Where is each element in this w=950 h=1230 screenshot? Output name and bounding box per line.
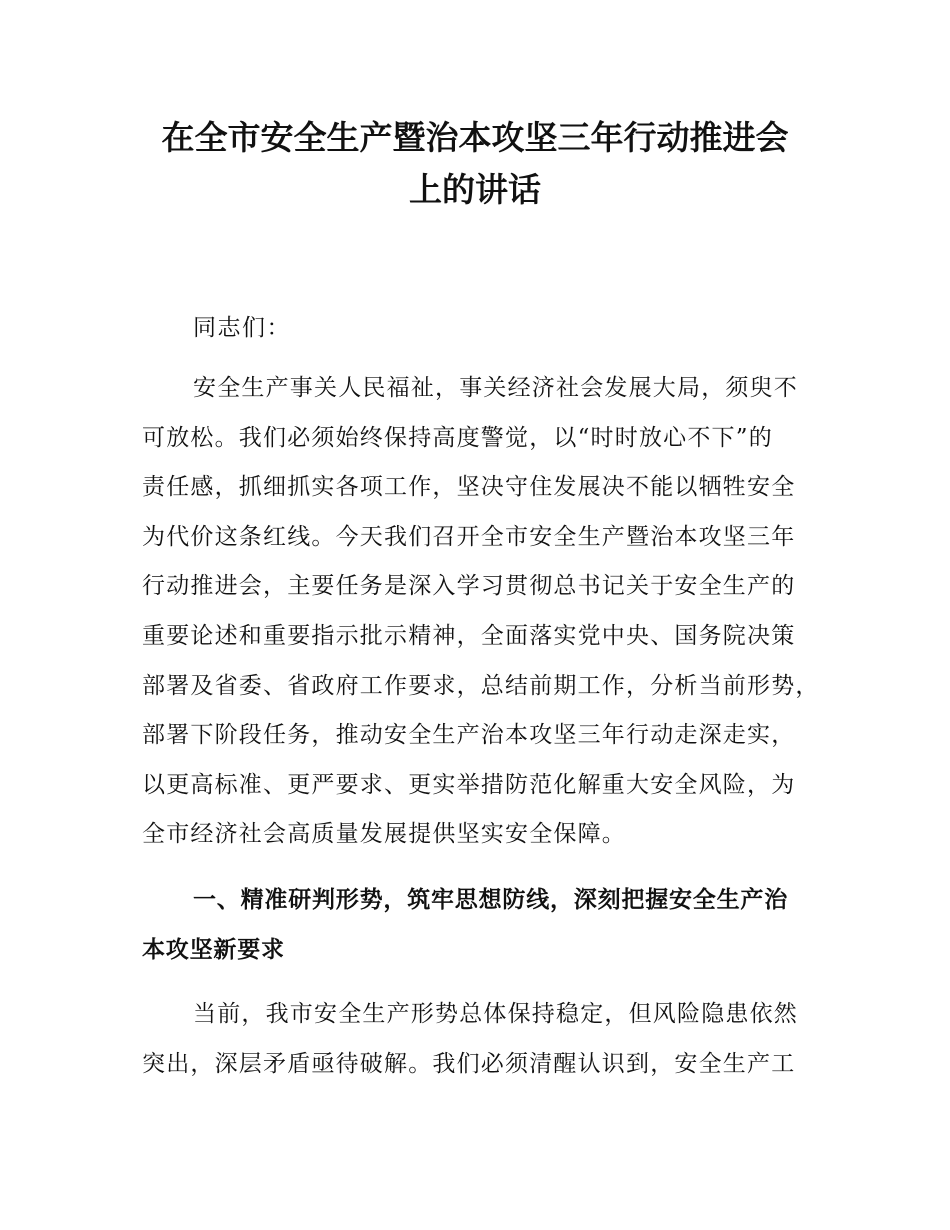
paragraph-line: 全市经济社会高质量发展提供坚实安全保障。 [142,821,626,848]
paragraph-line: 部署及省委、省政府工作要求，总结前期工作，分析当前形势， [142,672,820,699]
paragraph-line: 为代价这条红线。今天我们召开全市安全生产暨治本攻坚三年 [142,523,796,550]
heading-line: 一、精准研判形势，筑牢思想防线，深刻把握安全生产治 [193,887,788,913]
title-line-2: 上的讲话 [409,170,541,209]
paragraph-line: 可放松。我们必须始终保持高度警觉，以“时时放心不下”的 [142,424,773,451]
section-heading-1 [142,876,822,975]
paragraph-line: 突出，深层矛盾亟待破解。我们必须清醒认识到，安全生产工 [142,1050,796,1077]
paragraph-line: 部署下阶段任务，推动安全生产治本攻坚三年行动走深走实， [142,722,796,749]
heading-line: 本攻坚新要求 [142,936,285,963]
paragraph-intro [142,364,822,860]
paragraph-line: 以更高标准、更严要求、更实举措防范化解重大安全风险，为 [142,771,796,798]
paragraph-line: 责任感，抓细抓实各项工作，坚决守住发展决不能以牺牲安全 [142,474,796,501]
paragraph-line: 当前，我市安全生产形势总体保持稳定，但风险隐患依然 [193,1001,798,1027]
title-line-1: 在全市安全生产暨治本攻坚三年行动推进会 [161,118,789,157]
greeting: 同志们： [193,315,291,341]
paragraph-situation [142,990,822,1089]
document-title [140,112,810,216]
paragraph-line: 安全生产事关人民福祉，事关经济社会发展大局，须臾不 [193,375,798,401]
paragraph-line: 行动推进会，主要任务是深入学习贯彻总书记关于安全生产的 [142,573,796,600]
paragraph-line: 重要论述和重要指示批示精神，全面落实党中央、国务院决策 [142,622,796,649]
